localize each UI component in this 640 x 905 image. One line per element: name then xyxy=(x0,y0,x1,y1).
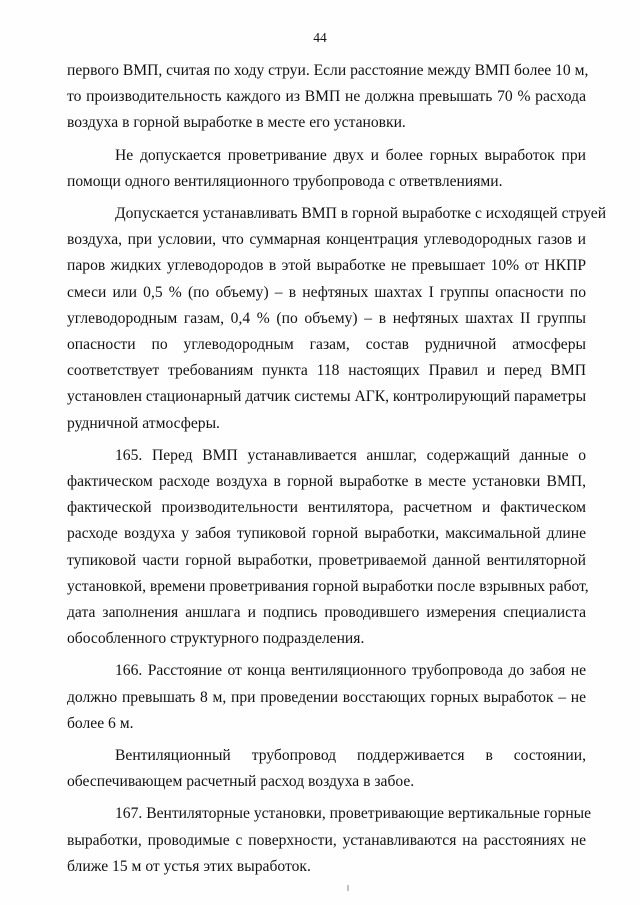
text-line: первого ВМП, считая по ходу струи. Если расстояние между ВМП более 10 м, xyxy=(67,62,589,79)
paragraph xyxy=(67,58,589,137)
text-line: расходе воздуха у забоя тупиковой горной выработки, максимальной длине xyxy=(67,525,586,543)
text-line: воздуха, при условии, что суммарная концентрация углеводородных газов и xyxy=(67,231,586,249)
text-line: ближе 15 м от устья этих выработок. xyxy=(67,857,311,875)
text-line: установкой, времени проветривания горной выработки после взрывных работ, xyxy=(67,577,589,595)
text-line: помощи одного вентиляционного трубопровода с ответвлениями. xyxy=(67,172,503,190)
text-line: 167. Вентиляторные установки, проветривающие вертикальные горные xyxy=(115,805,592,823)
paragraph-item-165 xyxy=(67,443,589,653)
text-line: паров жидких углеводородов в этой выработке не превышает 10% от НКПР xyxy=(67,257,586,275)
text-line: Допускается устанавливать ВМП в горной выработке с исходящей струей xyxy=(115,205,607,223)
text-line: рудничной атмосферы. xyxy=(67,414,220,432)
text-line: фактическом расходе воздуха в горной выработке в месте установки ВМП, xyxy=(67,473,586,491)
text-line: фактической производительности вентилятора, расчетном и фактическом xyxy=(67,499,586,517)
paragraph xyxy=(67,743,586,795)
text-line: выработки, проводимые с поверхности, устанавливаются на расстояниях не xyxy=(67,831,586,849)
text-line: более 6 м. xyxy=(67,714,134,732)
paragraph xyxy=(67,201,607,437)
body-text xyxy=(67,58,607,880)
paragraph xyxy=(67,143,586,195)
page-number: 44 xyxy=(313,30,327,45)
text-line: обособленного структурного подразделения. xyxy=(67,630,365,648)
text-line: Не допускается проветривание двух и более горных выработок при xyxy=(115,146,586,164)
text-line: 165. Перед ВМП устанавливается аншлаг, содержащий данные о xyxy=(115,446,586,464)
text-line: Вентиляционный трубопровод поддерживается в состоянии, xyxy=(115,747,586,765)
text-line: воздуха в горной выработке в месте его установки. xyxy=(67,114,406,132)
text-line: тупиковой части горной выработки, проветриваемой данной вентиляторной xyxy=(67,551,586,569)
text-line: установлен стационарный датчик системы АГК, контролирующий параметры xyxy=(67,388,587,406)
paragraph-item-166 xyxy=(67,658,586,737)
text-line: смеси или 0,5 % (по объему) – в нефтяных шахтах I группы опасности по xyxy=(67,283,586,301)
text-line: соответствует требованиям пункта 118 настоящих Правил и перед ВМП xyxy=(67,362,586,380)
text-line: углеводородным газам, 0,4 % (по объему) – в нефтяных шахтах II группы xyxy=(67,309,586,327)
text-line: 166. Расстояние от конца вентиляционного трубопровода до забоя не xyxy=(115,662,586,680)
paragraph-item-167 xyxy=(67,801,592,880)
text-line: обеспечивающем расчетный расход воздуха в забое. xyxy=(67,773,415,791)
text-line: должно превышать 8 м, при проведении восстающих горных выработок – не xyxy=(67,688,586,706)
text-line: дата заполнения аншлага и подпись проводившего измерения специалиста xyxy=(67,604,586,622)
scan-artifact xyxy=(347,885,349,891)
text-line: опасности по углеводородным газам, состав рудничной атмосферы xyxy=(67,336,586,354)
text-line: то производительность каждого из ВМП не должна превышать 70 % расхода xyxy=(67,88,586,106)
